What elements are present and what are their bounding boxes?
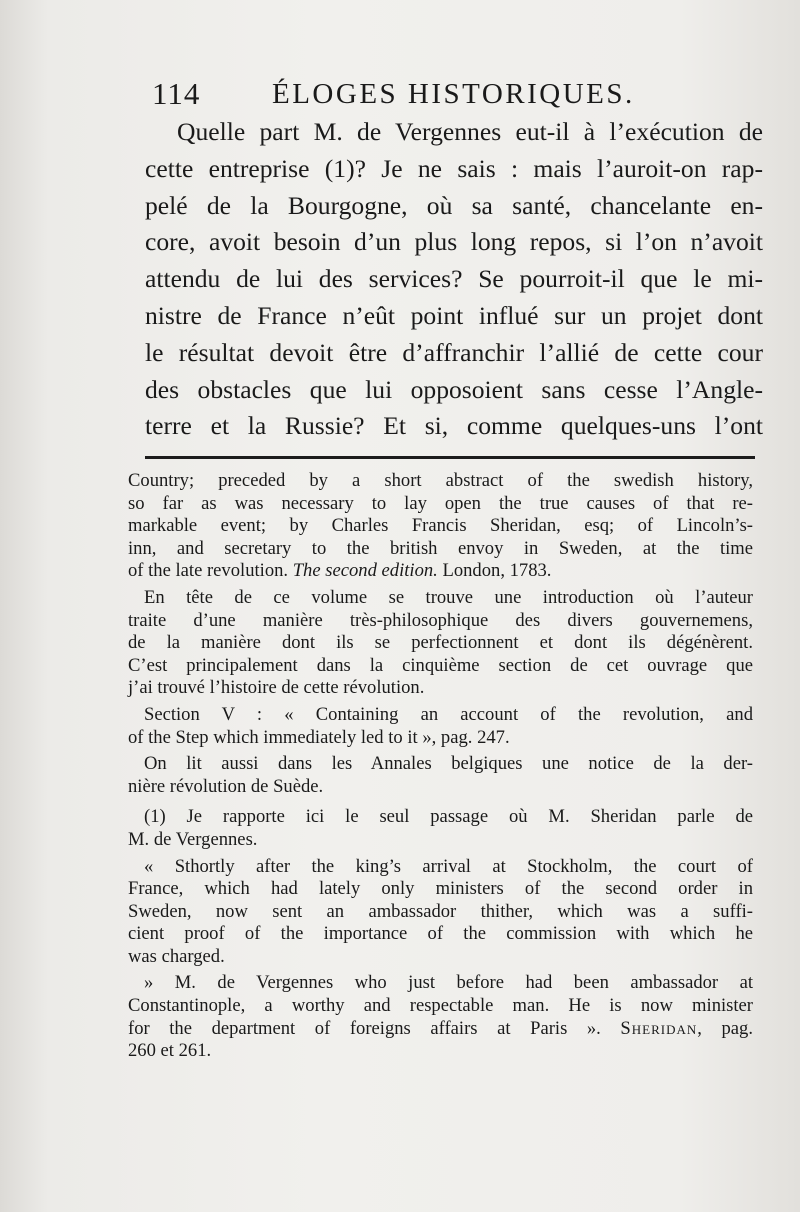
main-text-line: des obstacles que lui opposoient sans cesse l’Angle- bbox=[145, 374, 763, 404]
footnote-line: of the Step which immediately led to it », pag. 247. bbox=[128, 726, 510, 748]
footnote-line: nière révolution de Suède. bbox=[128, 775, 324, 797]
footnote-line: was charged. bbox=[128, 945, 225, 967]
main-text-line: core, avoit besoin d’un plus long repos, si l’on n’avoit bbox=[145, 227, 763, 257]
main-text-line: nistre de France n’eût point influé sur un projet dont bbox=[145, 300, 763, 330]
footnote-line: France, which had lately only ministers of the second order in bbox=[128, 878, 753, 900]
page-number: 114 bbox=[152, 76, 201, 111]
main-text-line: terre et la Russie? Et si, comme quelques-uns l’ont bbox=[145, 411, 763, 441]
footnote-line: M. de Vergennes. bbox=[128, 828, 258, 850]
footnotes bbox=[128, 470, 753, 1063]
footnote-line bbox=[128, 560, 753, 583]
main-text-line: Quelle part M. de Vergennes eut-il à l’exécution de bbox=[177, 117, 763, 146]
footnote-line: (1) Je rapporte ici le seul passage où M. Sheridan parle de bbox=[144, 806, 753, 828]
footnote-line: Country; preceded by a short abstract of the swedish history, bbox=[128, 470, 753, 491]
main-text-line: attendu de lui des services? Se pourroit-il que le mi- bbox=[145, 264, 763, 294]
footnote-text: for the department of foreigns affairs at Paris ». bbox=[128, 1017, 621, 1039]
main-text-line: le résultat devoit être d’affranchir l’allié de cette cour bbox=[145, 337, 763, 367]
edition-italic: The second edition. bbox=[292, 560, 438, 582]
footnote-line: inn, and secretary to the british envoy in Sweden, at the time bbox=[128, 537, 753, 559]
footnote-line: C’est principalement dans la cinquième section de cet ouvrage que bbox=[128, 654, 753, 676]
footnote-text: of the late revolution. bbox=[128, 560, 293, 582]
footnote-line: Section V : « Containing an account of the revolution, and bbox=[144, 703, 753, 725]
footnote-line: En tête de ce volume se trouve une introduction où l’auteur bbox=[144, 586, 753, 608]
footnote-line: 260 et 261. bbox=[128, 1040, 212, 1062]
footnote-line: traite d’une manière très-philosophique des divers gouvernemens, bbox=[128, 609, 753, 631]
footnote-line: » M. de Vergennes who just before had been ambassador at bbox=[144, 972, 753, 994]
page-heading: ÉLOGES HISTORIQUES. bbox=[272, 78, 635, 110]
main-text-line: cette entreprise (1)? Je ne sais : mais l’auroit-on rap- bbox=[145, 153, 763, 183]
footnote-text: , pag. bbox=[697, 1017, 753, 1039]
footnote-rule bbox=[145, 456, 755, 459]
footnote-line: de la manière dont ils se perfectionnent et dont ils dégénèrent. bbox=[128, 632, 753, 654]
footnote-text: London, 1783. bbox=[437, 560, 552, 582]
author-small-caps: Sheridan bbox=[620, 1017, 698, 1039]
footnote-line: markable event; by Charles Francis Sheridan, esq; of Lincoln’s- bbox=[128, 515, 753, 537]
footnote-line: « Sthortly after the king’s arrival at Stockholm, the court of bbox=[144, 855, 753, 877]
footnote-line: cient proof of the importance of the commission with which he bbox=[128, 923, 753, 945]
footnote-line bbox=[128, 1018, 753, 1041]
footnote-line: Constantinople, a worthy and respectable man. He is now minister bbox=[128, 995, 753, 1017]
main-text-line: pelé de la Bourgogne, où sa santé, chancelante en- bbox=[145, 190, 763, 220]
footnote-line: On lit aussi dans les Annales belgiques une notice de la der- bbox=[144, 753, 753, 775]
footnote-line: j’ai trouvé l’histoire de cette révolution. bbox=[128, 677, 425, 699]
main-text bbox=[145, 114, 763, 445]
footnote-line: Sweden, now sent an ambassador thither, which was a suffi- bbox=[128, 900, 753, 922]
footnote-line: so far as was necessary to lay open the true causes of that re- bbox=[128, 492, 753, 514]
